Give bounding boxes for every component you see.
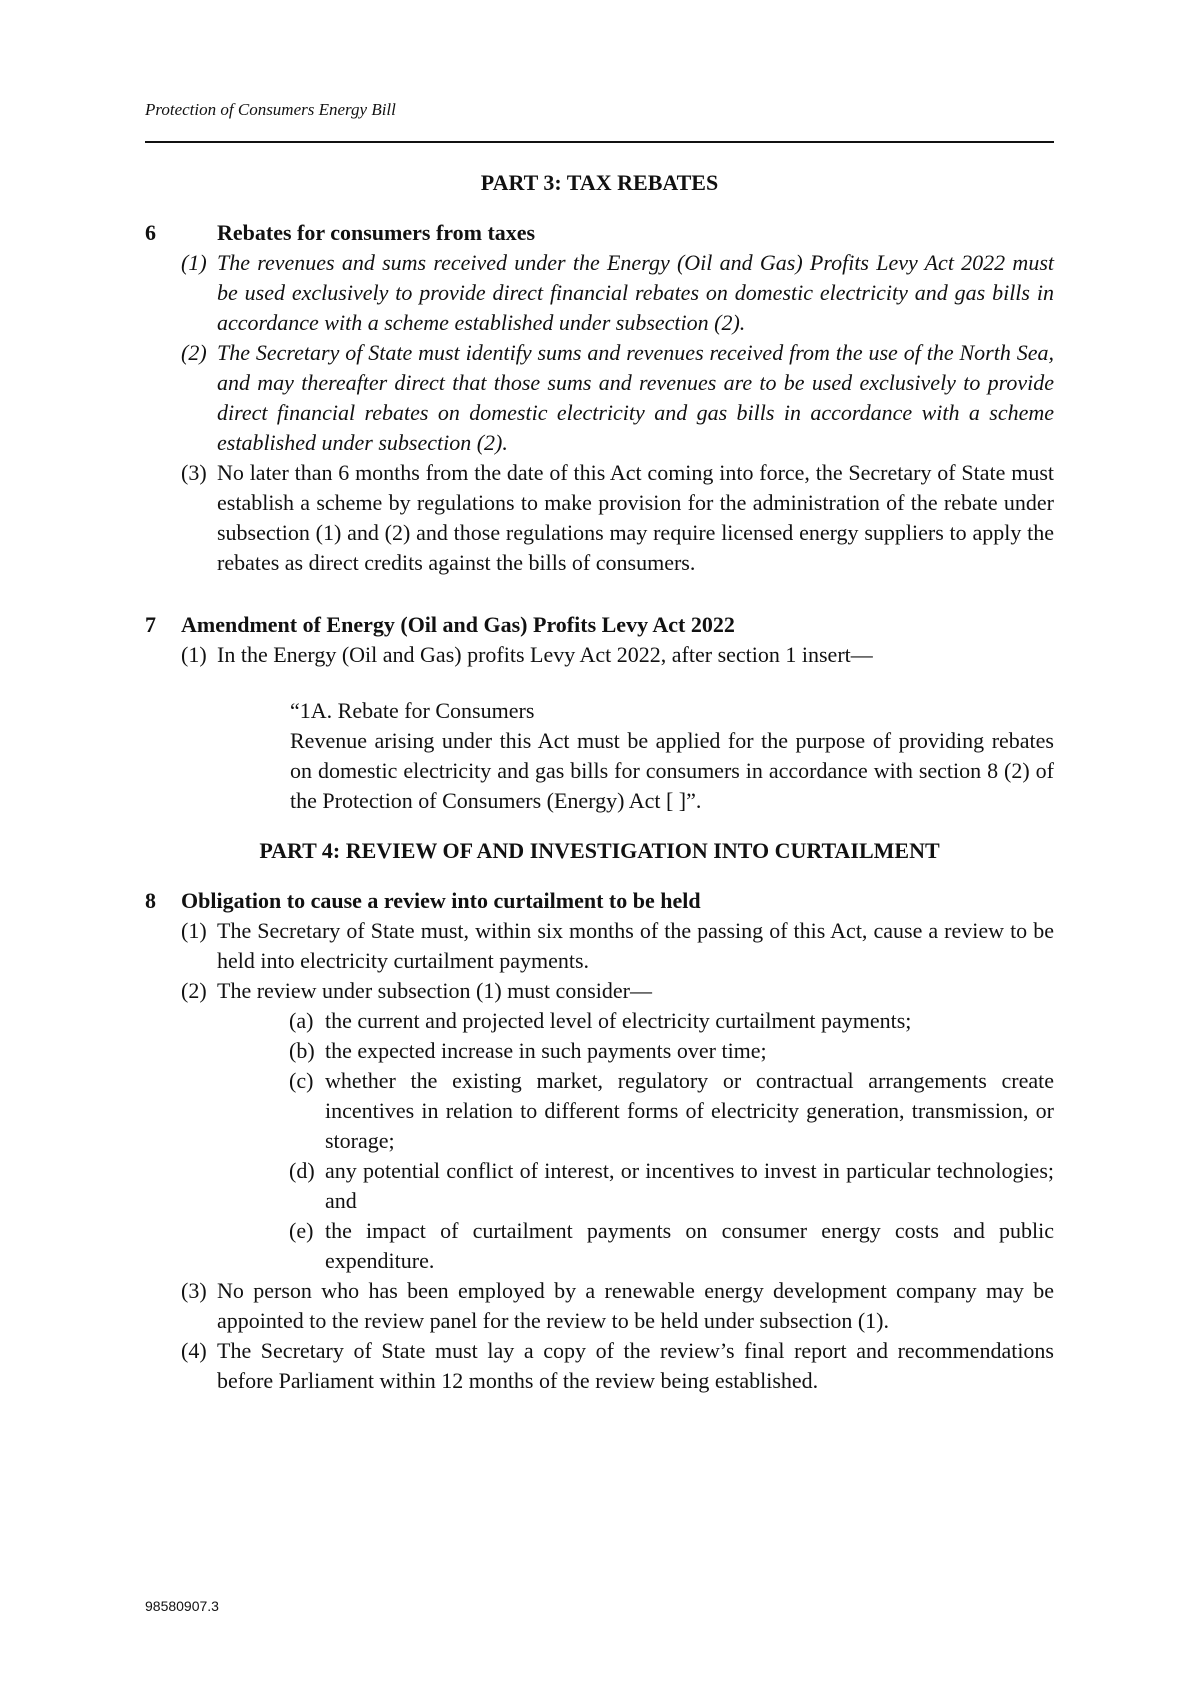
section-7 (145, 610, 1054, 816)
paragraph-a (145, 1006, 1054, 1036)
paragraph-letter: (a) (289, 1008, 314, 1033)
section-8-number: 8 (145, 888, 156, 913)
subsection-number: (2) (181, 340, 207, 365)
subsection-text: The Secretary of State must lay a copy of the review’s final report and recommendations before Parliament within 12 months of the review being established. (217, 1338, 1054, 1393)
subsection-text: No person who has been employed by a renewable energy development company may be appointed to the review panel for the review to be held under subsection (1). (217, 1278, 1054, 1333)
inserted-section-title: “1A. Rebate for Consumers (290, 698, 535, 723)
subsection-text: The Secretary of State must, within six months of the passing of this Act, cause a review to be held into electricity curtailment payments. (217, 918, 1054, 973)
paragraph-d (145, 1156, 1054, 1216)
paragraph-e (145, 1216, 1054, 1276)
paragraph-letter: (c) (289, 1068, 314, 1093)
subsection-text: The review under subsection (1) must consider— (217, 978, 652, 1003)
bill-content (145, 168, 1054, 1396)
paragraph-text: the current and projected level of electricity curtailment payments; (325, 1008, 912, 1033)
subsection-number: (1) (181, 642, 207, 667)
section-6-number: 6 (145, 220, 156, 245)
paragraph-text: whether the existing market, regulatory or contractual arrangements create incentives in relation to different forms of electricity generation, transmission, or storage; (325, 1068, 1054, 1153)
section-6-subsection-3 (145, 458, 1054, 578)
section-8-subsection-4 (145, 1336, 1054, 1396)
section-8 (145, 886, 1054, 1396)
paragraph-text: the impact of curtailment payments on consumer energy costs and public expenditure. (325, 1218, 1054, 1273)
subsection-number: (3) (181, 1278, 207, 1303)
subsection-text: In the Energy (Oil and Gas) profits Levy Act 2022, after section 1 insert— (217, 642, 873, 667)
paragraph-c (145, 1066, 1054, 1156)
paragraph-letter: (b) (289, 1038, 315, 1063)
subsection-number: (1) (181, 918, 207, 943)
paragraph-b (145, 1036, 1054, 1066)
section-6-subsection-1 (145, 248, 1054, 338)
subsection-number: (2) (181, 978, 207, 1003)
section-7-title: Amendment of Energy (Oil and Gas) Profits Levy Act 2022 (181, 612, 735, 637)
part-3-heading: PART 3: TAX REBATES (480, 170, 719, 195)
paragraph-text: the expected increase in such payments over time; (325, 1038, 767, 1063)
section-8-subsection-1 (145, 916, 1054, 976)
part-4-heading: PART 4: REVIEW OF AND INVESTIGATION INTO CURTAILMENT (259, 838, 940, 863)
subsection-number: (3) (181, 460, 207, 485)
header-rule (145, 141, 1054, 143)
subsection-number: (1) (181, 250, 207, 275)
subsection-text: The revenues and sums received under the Energy (Oil and Gas) Profits Levy Act 2022 must be used exclusively to provide direct financial rebates on domestic electricity and gas bills in accordance with a scheme established under subsection (2). (217, 250, 1054, 335)
paragraph-letter: (e) (289, 1218, 314, 1243)
document-reference: 98580907.3 (145, 1598, 219, 1614)
section-6 (145, 218, 1054, 578)
section-7-number: 7 (145, 612, 156, 637)
subsection-text: The Secretary of State must identify sums and revenues received from the use of the North Sea, and may thereafter direct that those sums and revenues are to be used exclusively to provide direct financial rebates on domestic electricity and gas bills in accordance with a scheme established under subsection (2). (217, 340, 1054, 455)
paragraph-letter: (d) (289, 1158, 315, 1183)
running-header: Protection of Consumers Energy Bill (145, 100, 396, 119)
section-6-title: Rebates for consumers from taxes (217, 220, 536, 245)
section-8-title: Obligation to cause a review into curtailment to be held (181, 888, 701, 913)
subsection-number: (4) (181, 1338, 207, 1363)
paragraph-text: any potential conflict of interest, or incentives to invest in particular technologies; and (325, 1158, 1054, 1213)
subsection-text: No later than 6 months from the date of this Act coming into force, the Secretary of State must establish a scheme by regulations to make provision for the administration of the rebate under subsection (1) and (2) and those regulations may require licensed energy suppliers to apply the rebates as direct credits against the bills of consumers. (217, 460, 1054, 575)
section-8-subsection-2 (145, 976, 1054, 1006)
section-8-subsection-3 (145, 1276, 1054, 1336)
section-6-subsection-2 (145, 338, 1054, 458)
section-7-subsection-1 (145, 640, 1054, 670)
inserted-text-block (145, 696, 1054, 816)
inserted-section-body: Revenue arising under this Act must be applied for the purpose of providing rebates on domestic electricity and gas bills for consumers in accordance with section 8 (2) of the Protection of Consumers (Energy) Act [ ]”. (290, 728, 1054, 813)
